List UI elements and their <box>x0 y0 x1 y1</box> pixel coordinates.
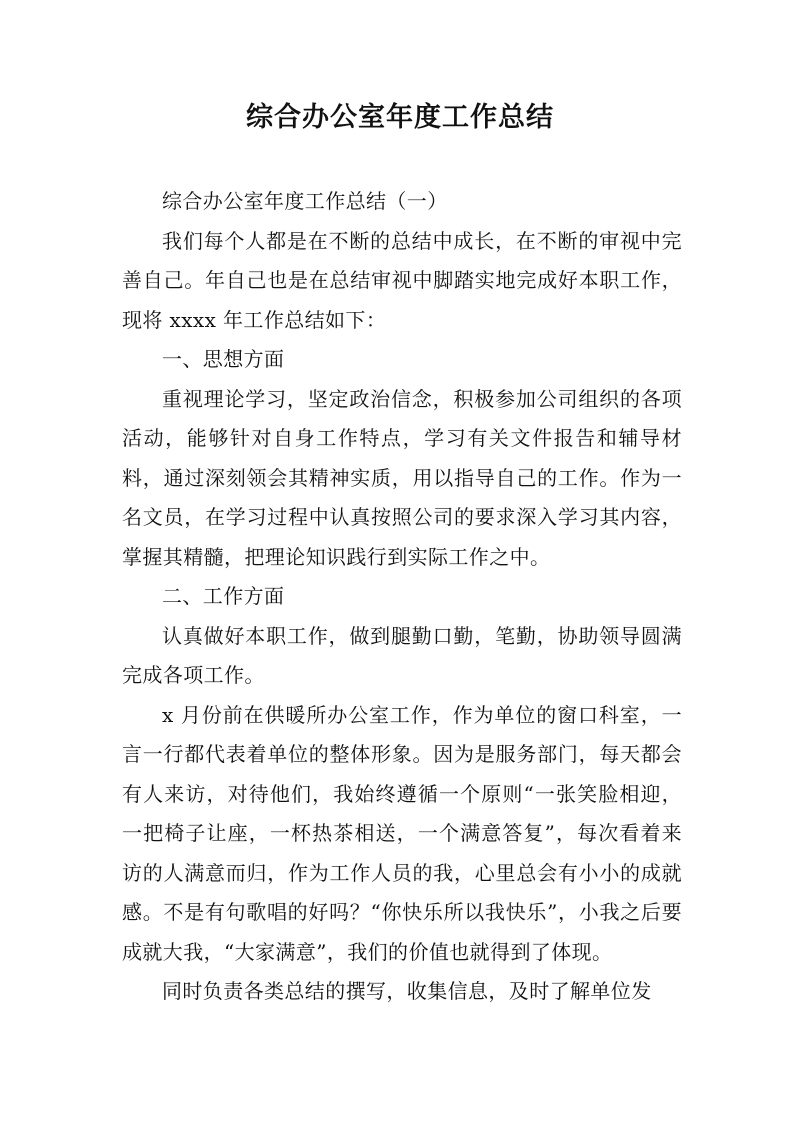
document-body <box>122 182 682 1012</box>
intro-paragraph: 我们每个人都是在不断的总结中成长，在不断的审视中完善自己。年自己也是在总结审视中脚踏实地完成好本职工作，现将 xxxx 年工作总结如下： <box>122 228 682 332</box>
heating-office-paragraph: x 月份前在供暖所办公室工作，作为单位的窗口科室，一言一行都代表着单位的整体形象。因为是服务部门，每天都会有人来访，对待他们，我始终遵循一个原则“一张笑脸相迎，一把椅子让座，一杯热茶相送，一个满意答复”，每次看着来访的人满意而归，作为工作人员的我，心里总会有小小的成就感。不是有句歌唱的好吗？“你快乐所以我快乐”，小我之后要成就大我，“大家满意”，我们的价值也就得到了体现。 <box>122 702 682 964</box>
summary-writing-paragraph: 同时负责各类总结的撰写，收集信息，及时了解单位发 <box>162 979 652 1003</box>
section-heading-work: 二、工作方面 <box>162 584 285 608</box>
section-heading-thought: 一、思想方面 <box>162 347 285 371</box>
document-title: 综合办公室年度工作总结 <box>246 102 554 133</box>
work-paragraph: 认真做好本职工作，做到腿勤口勤，笔勤，协助领导圆满完成各项工作。 <box>122 623 682 687</box>
section-heading-summary: 综合办公室年度工作总结（一） <box>162 189 448 213</box>
thought-paragraph: 重视理论学习，坚定政治信念，积极参加公司组织的各项活动，能够针对自身工作特点，学习有关文件报告和辅导材料，通过深刻领会其精神实质，用以指导自己的工作。作为一名文员，在学习过程中认真按照公司的要求深入学习其内容，掌握其精髓，把理论知识践行到实际工作之中。 <box>122 386 682 569</box>
